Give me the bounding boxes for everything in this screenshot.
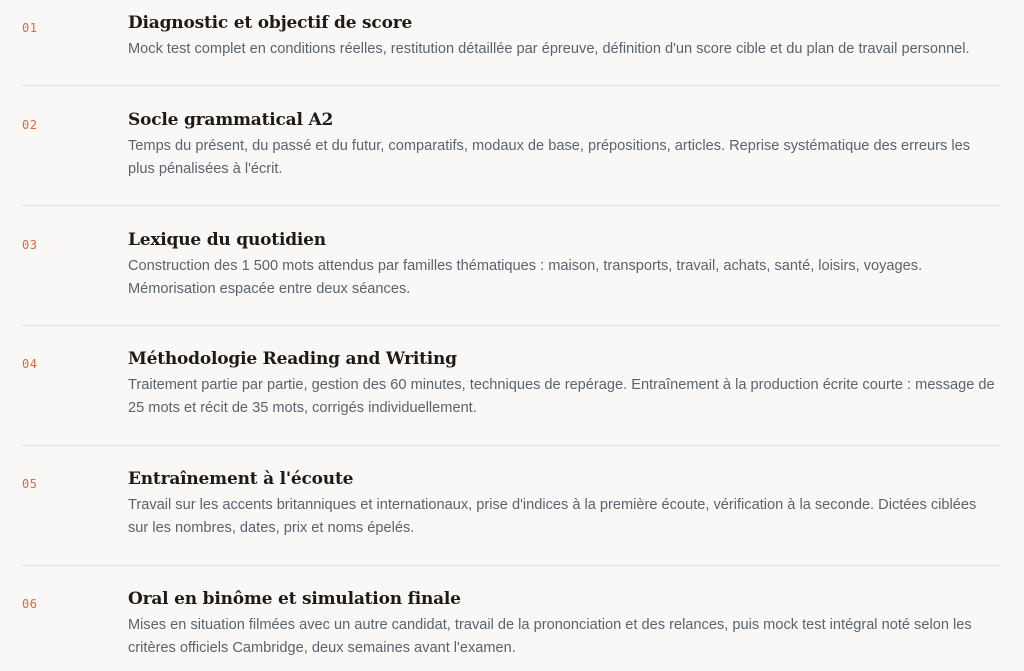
step-content	[128, 109, 1000, 181]
step-number: 05	[22, 477, 38, 491]
step-number: 04	[22, 357, 38, 371]
step-content	[128, 12, 1000, 61]
step-description: Mises en situation filmées avec un autre candidat, travail de la prononciation et des relances, puis mock test intégral noté selon les critères officiels Cambridge, deux semaines avant l'examen.	[128, 617, 972, 656]
step-number: 01	[22, 21, 38, 35]
step-divider	[22, 565, 1000, 566]
step-divider	[22, 445, 1000, 446]
step-title: Diagnostic et objectif de score	[128, 13, 413, 33]
step-description: Construction des 1 500 mots attendus par familles thématiques : maison, transports, travail, achats, santé, loisirs, voyages. Mémorisation espacée entre deux séances.	[128, 258, 923, 297]
step-content	[128, 468, 1000, 540]
step-description: Traitement partie par partie, gestion des 60 minutes, techniques de repérage. Entraînement à la production écrite courte : message de 25 mots et récit de 35 mots, corrigés individuellement.	[128, 377, 995, 416]
step-number: 03	[22, 238, 38, 252]
step-title: Entraînement à l'écoute	[128, 469, 354, 489]
step-title: Lexique du quotidien	[128, 230, 326, 250]
step-divider	[22, 325, 1000, 326]
step-title: Oral en binôme et simulation finale	[128, 589, 461, 609]
step-divider	[22, 85, 1000, 86]
step-description: Mock test complet en conditions réelles, restitution détaillée par épreuve, définition d'un score cible et du plan de travail personnel.	[128, 41, 970, 57]
step-number: 06	[22, 597, 38, 611]
step-title: Méthodologie Reading and Writing	[128, 349, 457, 369]
step-content	[128, 229, 1000, 301]
step-content	[128, 348, 1000, 420]
step-number: 02	[22, 118, 38, 132]
step-divider	[22, 205, 1000, 206]
step-title: Socle grammatical A2	[128, 110, 334, 130]
step-description: Temps du présent, du passé et du futur, comparatifs, modaux de base, prépositions, articles. Reprise systématique des erreurs les plus pénalisées à l'écrit.	[128, 138, 970, 177]
step-description: Travail sur les accents britanniques et internationaux, prise d'indices à la première écoute, vérification à la seconde. Dictées ciblées sur les nombres, dates, prix et noms épelés.	[128, 497, 977, 536]
step-content	[128, 588, 1000, 660]
